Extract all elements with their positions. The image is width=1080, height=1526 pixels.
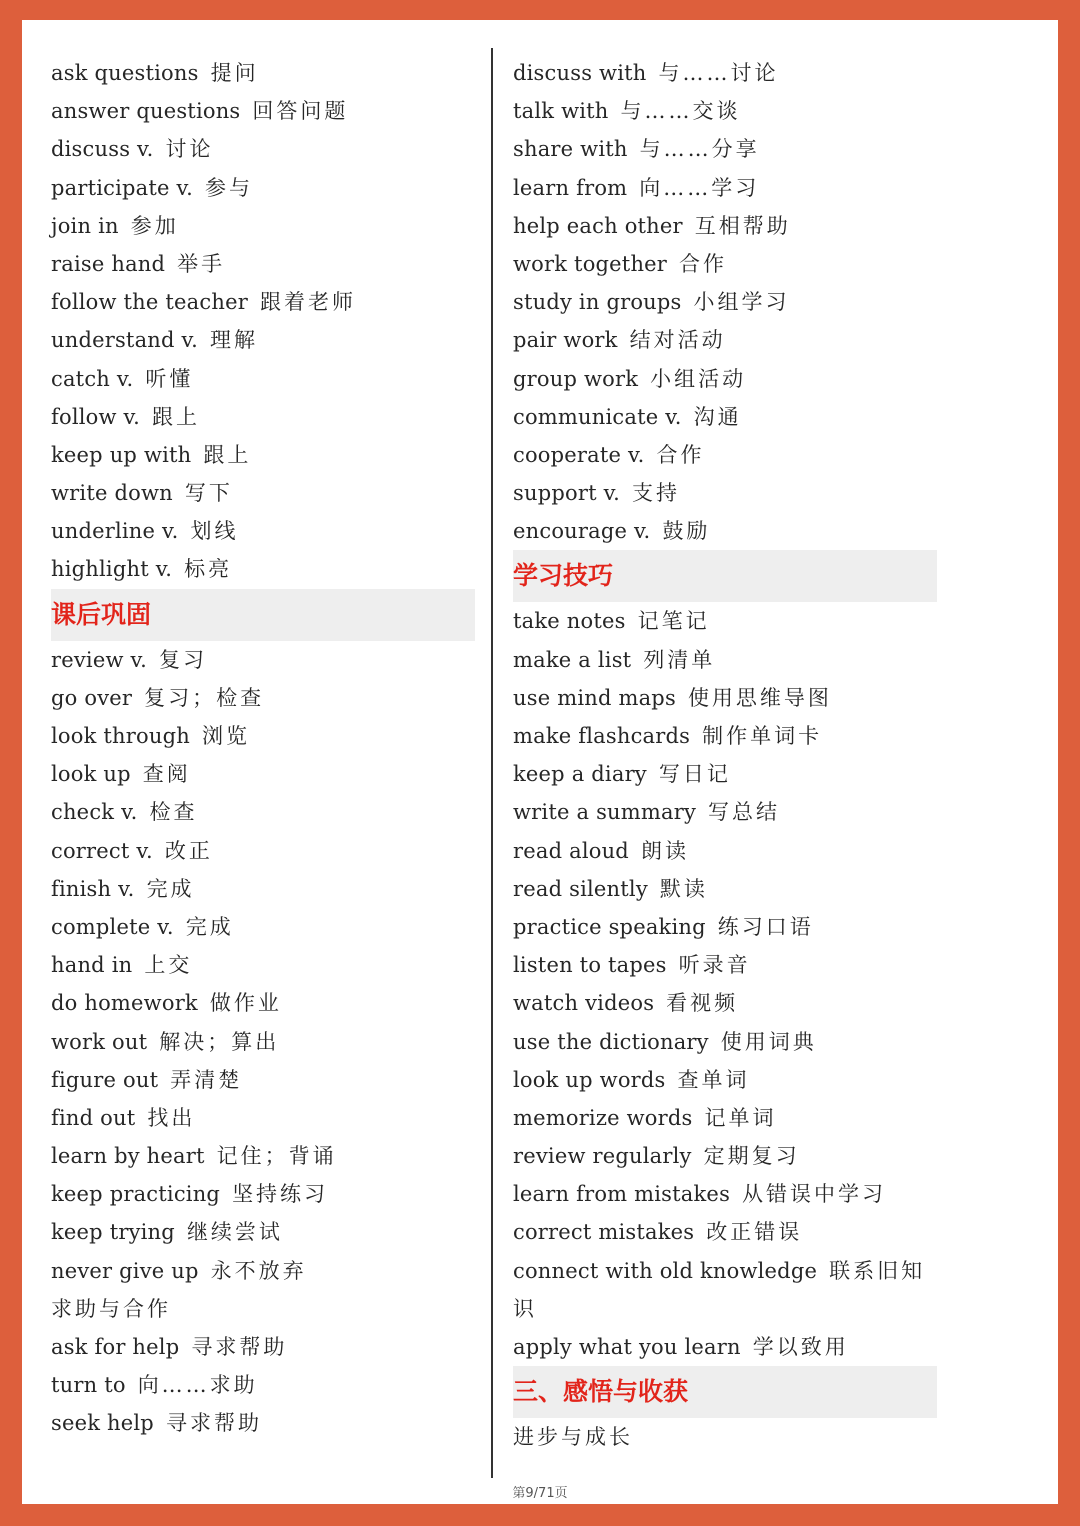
vocab-english: ask for help — [51, 1335, 180, 1359]
vocab-item — [51, 908, 475, 946]
vocab-chinese: 看视频 — [666, 991, 739, 1016]
vocab-chinese: 鼓励 — [662, 519, 711, 544]
vocab-chinese: 记住；背诵 — [216, 1144, 337, 1169]
vocab-english: learn from mistakes — [513, 1182, 731, 1207]
vocab-item — [513, 984, 937, 1022]
vocab-item — [513, 1137, 937, 1175]
vocab-chinese: 写下 — [184, 481, 233, 506]
vocab-item — [513, 1418, 937, 1456]
vocab-english: raise hand — [51, 251, 166, 276]
vocab-chinese: 完成 — [146, 876, 195, 901]
vocab-chinese: 小组学习 — [693, 290, 790, 315]
vocab-item — [513, 679, 937, 717]
vocab-item — [513, 169, 937, 207]
vocab-english: write a summary — [513, 800, 697, 825]
section-heading-reflections: 三、感悟与收获 — [513, 1366, 937, 1418]
vocab-item — [51, 793, 475, 831]
vocab-item — [513, 946, 937, 984]
vocab-chinese: 学以致用 — [752, 1335, 849, 1360]
vocab-chinese: 参与 — [205, 175, 253, 200]
vocab-item — [513, 1213, 937, 1251]
vocab-item — [51, 245, 475, 283]
vocab-chinese: 回答问题 — [252, 99, 349, 124]
vocab-english: make flashcards — [513, 724, 691, 748]
vocab-chinese: 与……交谈 — [620, 99, 741, 124]
vocab-item — [513, 1175, 937, 1213]
vocab-item — [51, 1099, 475, 1137]
vocab-item — [513, 755, 937, 793]
vocab-english: correct mistakes — [513, 1220, 695, 1245]
vocab-english: highlight v. — [51, 557, 173, 582]
vocab-chinese: 使用词典 — [720, 1029, 817, 1054]
vocab-english: connect with old knowledge — [513, 1258, 818, 1283]
vocab-english: never give up — [51, 1258, 199, 1283]
vocab-item — [513, 92, 937, 130]
vocab-english: review regularly — [513, 1144, 692, 1169]
vocab-item — [513, 832, 937, 870]
vocab-english: learn by heart — [51, 1144, 205, 1169]
vocab-item — [513, 54, 937, 92]
vocab-chinese: 讨论 — [165, 137, 214, 162]
vocab-item — [513, 360, 937, 398]
vocab-english: keep a diary — [513, 762, 647, 787]
vocab-chinese: 跟上 — [152, 404, 200, 429]
vocab-english: take notes — [513, 609, 626, 634]
vocab-item — [513, 1061, 937, 1099]
vocab-item — [51, 870, 475, 908]
vocab-chinese: 写日记 — [658, 762, 731, 787]
vocab-english: discuss v. — [51, 137, 154, 162]
vocab-chinese: 向……求助 — [137, 1373, 258, 1398]
right-section-2 — [513, 602, 937, 1251]
vocab-chinese: 寻求帮助 — [165, 1411, 262, 1436]
vocab-english: keep up with — [51, 442, 192, 467]
vocab-item — [513, 436, 937, 474]
vocab-english: use the dictionary — [513, 1029, 709, 1054]
left-section-2 — [51, 641, 475, 1290]
vocab-english: pair work — [513, 328, 618, 353]
vocab-english: communicate v. — [513, 404, 682, 429]
vocab-item — [513, 602, 937, 640]
vocab-item — [51, 946, 475, 984]
vocab-english: turn to — [51, 1373, 126, 1398]
vocab-item — [513, 793, 937, 831]
vocab-chinese: 解决；算出 — [159, 1029, 280, 1054]
vocab-chinese: 互相帮助 — [694, 213, 791, 238]
vocab-chinese: 记笔记 — [637, 609, 710, 634]
vocab-english: support v. — [513, 481, 621, 506]
vocab-chinese: 浏览 — [201, 724, 250, 748]
vocab-item — [51, 550, 475, 588]
vocab-chinese: 听录音 — [678, 953, 751, 978]
vocab-item — [513, 1099, 937, 1137]
vocab-chinese: 与……讨论 — [658, 61, 779, 85]
vocab-chinese: 练习口语 — [717, 914, 814, 939]
vocab-item — [51, 679, 475, 717]
vocab-chinese: 做作业 — [209, 991, 282, 1016]
vocab-chinese: 提问 — [210, 61, 259, 85]
vocab-item — [513, 1023, 937, 1061]
vocab-english: apply what you learn — [513, 1335, 741, 1360]
vocab-item — [51, 474, 475, 512]
vocab-chinese: 查阅 — [142, 762, 191, 787]
vocab-item — [51, 1252, 475, 1290]
vocab-english: hand in — [51, 953, 133, 978]
vocab-chinese: 从错误中学习 — [742, 1182, 887, 1207]
vocab-english: encourage v. — [513, 519, 651, 544]
vocab-item — [51, 755, 475, 793]
vocab-item — [51, 512, 475, 550]
vocab-english: look up words — [513, 1067, 666, 1092]
vocab-english: participate v. — [51, 175, 193, 200]
vocab-chinese: 使用思维导图 — [687, 685, 832, 710]
vocab-chinese: 定期复习 — [703, 1144, 800, 1169]
vocab-item — [51, 283, 475, 321]
vocab-item — [513, 321, 937, 359]
right-section-2b — [513, 1328, 937, 1366]
vocab-item — [51, 1366, 475, 1404]
vocab-english: study in groups — [513, 290, 682, 315]
vocab-english: understand v. — [51, 328, 198, 353]
section-heading-review: 课后巩固 — [51, 589, 475, 641]
section-heading-help-cooperation: 求助与合作 — [51, 1296, 171, 1321]
vocab-item — [51, 832, 475, 870]
vocab-chinese: 改正错误 — [706, 1220, 803, 1245]
vocab-item — [51, 321, 475, 359]
vocab-chinese: 永不放弃 — [210, 1258, 307, 1283]
vocab-chinese: 坚持练习 — [232, 1182, 329, 1207]
vocab-english: share with — [513, 137, 628, 162]
vocab-english: learn from — [513, 175, 628, 200]
vocab-item — [51, 1023, 475, 1061]
vocab-item — [51, 1404, 475, 1442]
vocab-english: follow the teacher — [51, 290, 248, 315]
vocab-english: use mind maps — [513, 685, 676, 710]
vocab-item — [51, 360, 475, 398]
left-column — [51, 54, 475, 1443]
vocab-chinese: 寻求帮助 — [191, 1335, 288, 1359]
vocab-chinese: 找出 — [147, 1105, 196, 1130]
vocab-english: complete v. — [51, 914, 174, 939]
vocab-english: do homework — [51, 991, 198, 1016]
vocab-english: figure out — [51, 1067, 159, 1092]
vocab-chinese: 向……学习 — [639, 175, 760, 200]
vocab-english: group work — [513, 366, 639, 391]
vocab-item — [51, 984, 475, 1022]
vocab-item — [513, 474, 937, 512]
section-heading-study-skills: 学习技巧 — [513, 550, 937, 602]
vocab-chinese: 结对活动 — [629, 328, 726, 353]
vocab-chinese: 沟通 — [693, 404, 742, 429]
vocab-chinese: 支持 — [632, 481, 681, 506]
vocab-chinese: 上交 — [144, 953, 193, 978]
right-section-3 — [513, 1418, 937, 1456]
vocab-chinese: 小组活动 — [650, 366, 747, 391]
vocab-chinese: 标亮 — [184, 557, 233, 582]
vocab-chinese: 参加 — [130, 213, 179, 238]
vocab-chinese: 制作单词卡 — [702, 724, 823, 748]
vocab-chinese: 听懂 — [145, 366, 194, 391]
vocab-item — [51, 92, 475, 130]
vocab-chinese: 联系旧知识 — [513, 1258, 926, 1321]
vocab-english: keep trying — [51, 1220, 175, 1245]
vocab-chinese: 跟着老师 — [259, 290, 356, 315]
vocab-english: look up — [51, 762, 131, 787]
vocab-english: go over — [51, 685, 133, 710]
vocab-english: review v. — [51, 647, 147, 672]
vocab-chinese: 弄清楚 — [170, 1067, 243, 1092]
vocab-item — [513, 870, 937, 908]
vocab-english: read aloud — [513, 838, 629, 863]
vocab-english: practice speaking — [513, 914, 706, 939]
vocab-english: write down — [51, 481, 173, 506]
vocab-english: answer questions — [51, 99, 241, 124]
vocab-english: talk with — [513, 99, 609, 124]
vocab-item-wrapped — [513, 1252, 937, 1328]
vocab-item — [51, 641, 475, 679]
vocab-english: discuss with — [513, 61, 647, 85]
vocab-chinese: 进步与成长 — [513, 1425, 633, 1450]
vocab-english: follow v. — [51, 404, 140, 429]
vocab-english: make a list — [513, 647, 632, 672]
vocab-item — [513, 908, 937, 946]
vocab-english: look through — [51, 724, 190, 748]
vocab-chinese: 复习；检查 — [144, 685, 265, 710]
vocab-english: memorize words — [513, 1105, 693, 1130]
vocab-item — [513, 641, 937, 679]
vocab-item — [51, 1213, 475, 1251]
vocab-english: find out — [51, 1105, 136, 1130]
vocab-chinese: 理解 — [210, 328, 258, 353]
vocab-english: underline v. — [51, 519, 179, 544]
vocab-chinese: 记单词 — [704, 1105, 777, 1130]
vocab-item — [51, 436, 475, 474]
right-column — [513, 54, 937, 1456]
vocab-chinese: 与……分享 — [639, 137, 760, 162]
vocab-english: watch videos — [513, 991, 655, 1016]
right-section-1 — [513, 54, 937, 550]
vocab-item — [51, 54, 475, 92]
vocab-chinese: 举手 — [177, 251, 226, 276]
column-divider — [491, 48, 493, 1478]
vocab-chinese: 写总结 — [708, 800, 781, 825]
document-page — [22, 20, 1058, 1504]
vocab-item — [51, 130, 475, 168]
vocab-english: work together — [513, 251, 668, 276]
vocab-english: read silently — [513, 876, 648, 901]
vocab-chinese: 朗读 — [640, 838, 689, 863]
vocab-english: work out — [51, 1029, 148, 1054]
vocab-english: keep practicing — [51, 1182, 221, 1207]
vocab-item — [513, 1328, 937, 1366]
vocab-item — [513, 717, 937, 755]
vocab-chinese: 合作 — [679, 251, 728, 276]
vocab-item — [51, 398, 475, 436]
vocab-chinese: 复习 — [158, 647, 207, 672]
vocab-item — [51, 1061, 475, 1099]
vocab-english: check v. — [51, 800, 138, 825]
vocab-english: join in — [51, 213, 119, 238]
vocab-english: catch v. — [51, 366, 134, 391]
vocab-chinese: 查单词 — [677, 1067, 750, 1092]
vocab-item — [51, 1175, 475, 1213]
vocab-english: seek help — [51, 1411, 154, 1436]
vocab-english: cooperate v. — [513, 442, 645, 467]
vocab-item — [51, 1328, 475, 1366]
vocab-chinese: 完成 — [185, 914, 234, 939]
vocab-item — [513, 207, 937, 245]
vocab-english: help each other — [513, 213, 683, 238]
page-number: 第9/71页 — [512, 1486, 568, 1501]
vocab-item — [51, 207, 475, 245]
vocab-item — [513, 283, 937, 321]
left-section-3 — [51, 1328, 475, 1443]
vocab-chinese: 合作 — [656, 442, 705, 467]
vocab-chinese: 列清单 — [643, 647, 716, 672]
vocab-item — [513, 245, 937, 283]
vocab-chinese: 检查 — [149, 800, 198, 825]
vocab-item — [51, 169, 475, 207]
left-section-1 — [51, 54, 475, 589]
vocab-chinese: 改正 — [164, 838, 213, 863]
vocab-english: finish v. — [51, 876, 135, 901]
vocab-chinese: 继续尝试 — [186, 1220, 283, 1245]
vocab-english: correct v. — [51, 838, 153, 863]
vocab-item — [513, 130, 937, 168]
vocab-english: listen to tapes — [513, 953, 667, 978]
vocab-item — [513, 512, 937, 550]
vocab-chinese: 划线 — [190, 519, 239, 544]
vocab-item — [51, 717, 475, 755]
vocab-chinese: 默读 — [659, 876, 708, 901]
vocab-item — [51, 1137, 475, 1175]
vocab-item — [513, 398, 937, 436]
vocab-chinese: 跟上 — [203, 442, 252, 467]
vocab-english: ask questions — [51, 61, 199, 85]
